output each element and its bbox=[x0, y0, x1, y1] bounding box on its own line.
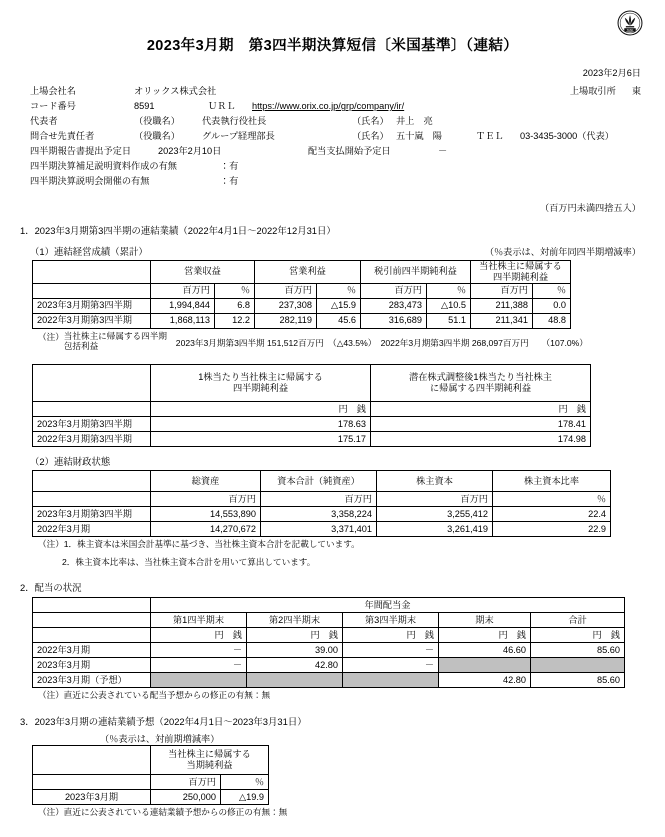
code-row bbox=[30, 98, 641, 113]
table-unit-row bbox=[33, 774, 269, 789]
row-label: 2023年3月期 bbox=[33, 789, 151, 804]
cell-pretax-pct: △10.5 bbox=[427, 298, 471, 313]
cell-q3 bbox=[343, 673, 439, 688]
cell-pretax: 283,473 bbox=[361, 298, 427, 313]
unit-q1: 円 銭 bbox=[151, 628, 247, 643]
table-row bbox=[33, 673, 625, 688]
cell-q3: － bbox=[343, 643, 439, 658]
contact-role-label: （役職名） bbox=[134, 131, 180, 141]
cell-forecast-net-income: 250,000 bbox=[151, 789, 221, 804]
unit-corner-cell bbox=[33, 774, 151, 789]
col-total-equity: 資本合計（純資産） bbox=[261, 471, 377, 492]
table-subheader-row bbox=[33, 613, 625, 628]
supplement-value: ：有 bbox=[220, 161, 239, 171]
cell-revenue: 1,994,844 bbox=[151, 298, 215, 313]
company-label: 上場会社名 bbox=[30, 86, 76, 96]
col-revenue: 営業収益 bbox=[151, 261, 255, 284]
url-label: ＵＲＬ bbox=[208, 101, 236, 111]
cell-revenue: 1,868,113 bbox=[151, 313, 215, 328]
contact-row bbox=[30, 128, 641, 143]
table-unit-row bbox=[33, 492, 611, 507]
unit-revenue-pct: ％ bbox=[215, 283, 255, 298]
col-total-assets: 総資産 bbox=[151, 471, 261, 492]
unit-diluted-eps: 円 銭 bbox=[371, 402, 591, 417]
exchange-value: 東 bbox=[631, 86, 641, 96]
supplement-row bbox=[30, 158, 641, 173]
section-3-heading: 3．2023年3月期の連結業績予想（2022年4月1日～2023年3月31日） bbox=[20, 715, 307, 727]
forecast-table bbox=[32, 745, 269, 805]
section-3 bbox=[0, 714, 665, 819]
eps-corner-cell bbox=[33, 365, 151, 402]
cell-total bbox=[531, 658, 625, 673]
cell-opincome-pct: 45.6 bbox=[317, 313, 361, 328]
col-operating-income: 営業利益 bbox=[255, 261, 361, 284]
position-corner-cell bbox=[33, 471, 151, 492]
cell-total: 85.60 bbox=[531, 673, 625, 688]
table-row bbox=[33, 658, 625, 673]
dividend-table bbox=[32, 597, 625, 688]
document-date: 2023年2月6日 bbox=[582, 68, 641, 78]
unit-corner-cell bbox=[33, 283, 151, 298]
col-total: 合計 bbox=[531, 613, 625, 628]
tasf-logo bbox=[617, 10, 643, 36]
note-label: 当社株主に帰属する四半期 包括利益 bbox=[63, 330, 167, 352]
table-row bbox=[33, 313, 571, 328]
filing-date-row bbox=[30, 143, 641, 158]
briefing-value: ：有 bbox=[220, 176, 239, 186]
row-label: 2022年3月期第3四半期 bbox=[33, 432, 151, 447]
cell-q1: － bbox=[151, 643, 247, 658]
cell-year-end: 42.80 bbox=[439, 673, 531, 688]
table-unit-row bbox=[33, 283, 571, 298]
col-forecast-net-income: 当社株主に帰属する 当期純利益 bbox=[151, 745, 269, 774]
financial-position-table bbox=[32, 470, 611, 537]
table-row bbox=[33, 298, 571, 313]
table-row bbox=[33, 417, 591, 432]
representative-role: 代表執行役社長 bbox=[202, 116, 267, 126]
section-1-sub1-note: （％表示は、対前年同四半期増減率） bbox=[484, 247, 641, 257]
cell-basic-eps: 175.17 bbox=[151, 432, 371, 447]
col-basic-eps: 1株当たり当社株主に帰属する 四半期純利益 bbox=[151, 365, 371, 402]
cell-opincome: 237,308 bbox=[255, 298, 317, 313]
cell-basic-eps: 178.63 bbox=[151, 417, 371, 432]
contact-name-label: （氏名） bbox=[352, 131, 389, 141]
exchange-label: 上場取引所 bbox=[569, 86, 616, 96]
row-label: 2023年3月期第3四半期 bbox=[33, 417, 151, 432]
results-corner-cell bbox=[33, 261, 151, 284]
table-unit-row bbox=[33, 402, 591, 417]
unit-q2: 円 銭 bbox=[247, 628, 343, 643]
table-row bbox=[33, 507, 611, 522]
col-q1-end: 第1四半期末 bbox=[151, 613, 247, 628]
cell-q1: － bbox=[151, 658, 247, 673]
unit-total-equity: 百万円 bbox=[261, 492, 377, 507]
representative-name: 井上 亮 bbox=[396, 116, 433, 126]
unit-shareholders-equity: 百万円 bbox=[377, 492, 493, 507]
section-1-heading: 1．2023年3月期第3四半期の連結業績（2022年4月1日～2022年12月31日） bbox=[20, 225, 336, 236]
table-unit-row bbox=[33, 628, 625, 643]
col-diluted-eps: 潜在株式調整後1株当たり当社株主 に帰属する四半期純利益 bbox=[371, 365, 591, 402]
note-text: 2023年3月期第3四半期 151,512百万円 （△43.5%） 2022年3月期第3四半期 268,097百万円 （107.0%） bbox=[175, 337, 588, 348]
table-header-row bbox=[33, 598, 625, 613]
unit-corner-cell bbox=[33, 402, 151, 417]
cell-opincome: 282,119 bbox=[255, 313, 317, 328]
comprehensive-income-note bbox=[38, 331, 641, 352]
row-label: 2022年3月期 bbox=[33, 522, 151, 537]
dividend-pay-value: － bbox=[438, 146, 448, 156]
row-label: 2022年3月期第3四半期 bbox=[33, 313, 151, 328]
exchange-info bbox=[570, 83, 641, 97]
unit-pretax-yen: 百万円 bbox=[361, 283, 427, 298]
col-q2-end: 第2四半期末 bbox=[247, 613, 343, 628]
dividend-pay-label: 配当支払開始予定日 bbox=[308, 146, 391, 156]
unit-q3: 円 銭 bbox=[343, 628, 439, 643]
cell-equity-ratio: 22.4 bbox=[493, 507, 611, 522]
table-row bbox=[33, 789, 269, 804]
table-row bbox=[33, 643, 625, 658]
unit-corner-cell bbox=[33, 492, 151, 507]
cell-q2: 39.00 bbox=[247, 643, 343, 658]
col-q3-end: 第3四半期末 bbox=[343, 613, 439, 628]
unit-corner-cell bbox=[33, 628, 151, 643]
cell-shareholders-equity: 3,261,419 bbox=[377, 522, 493, 537]
cell-diluted-eps: 174.98 bbox=[371, 432, 591, 447]
filing-label: 四半期報告書提出予定日 bbox=[30, 146, 132, 156]
note-tag: （注） bbox=[38, 331, 64, 342]
table-header-row bbox=[33, 745, 269, 774]
cell-q2: 42.80 bbox=[247, 658, 343, 673]
col-pretax-income: 税引前四半期純利益 bbox=[361, 261, 471, 284]
section-2 bbox=[0, 580, 665, 702]
cell-net-pct: 48.8 bbox=[533, 313, 571, 328]
unit-forecast-yen: 百万円 bbox=[151, 774, 221, 789]
table-row bbox=[33, 432, 591, 447]
dividend-note: （注）直近に公表されている配当予想からの修正の有無：無 bbox=[38, 690, 271, 701]
contact-name: 五十嵐 陽 bbox=[396, 131, 442, 141]
filing-value: 2023年2月10日 bbox=[158, 146, 222, 156]
cell-q1 bbox=[151, 673, 247, 688]
table-header-row bbox=[33, 365, 591, 402]
row-label: 2023年3月期第3四半期 bbox=[33, 507, 151, 522]
row-label: 2023年3月期第3四半期 bbox=[33, 298, 151, 313]
cell-total-assets: 14,270,672 bbox=[151, 522, 261, 537]
unit-total: 円 銭 bbox=[531, 628, 625, 643]
contact-label: 問合せ先責任者 bbox=[30, 131, 95, 141]
forecast-corner-cell bbox=[33, 745, 151, 774]
tel-label: ＴＥＬ bbox=[476, 131, 504, 141]
tel-value: 03-3435-3000（代表） bbox=[520, 131, 614, 141]
forecast-note: （注）直近に公表されている連結業績予想からの修正の有無：無 bbox=[38, 806, 288, 817]
header-info-block bbox=[0, 83, 665, 188]
cell-revenue-pct: 6.8 bbox=[215, 298, 255, 313]
unit-equity-ratio: ％ bbox=[493, 492, 611, 507]
code-value: 8591 bbox=[134, 101, 155, 111]
eps-table bbox=[32, 364, 591, 447]
cell-total-equity: 3,358,224 bbox=[261, 507, 377, 522]
code-label: コード番号 bbox=[30, 101, 76, 111]
cell-shareholders-equity: 3,255,412 bbox=[377, 507, 493, 522]
section-3-note-right: （％表示は、対前期増減率） bbox=[100, 733, 220, 744]
row-label: 2023年3月期 bbox=[33, 658, 151, 673]
position-note-2: 2．株主資本比率は、当社株主資本合計を用いて算出しています。 bbox=[62, 556, 316, 567]
unit-forecast-pct: ％ bbox=[221, 774, 269, 789]
representative-name-label: （氏名） bbox=[352, 116, 389, 126]
company-ir-url[interactable]: https://www.orix.co.jp/grp/company/ir/ bbox=[252, 101, 405, 111]
tasf-logo-text: TASF bbox=[626, 28, 634, 32]
unit-opincome-pct: ％ bbox=[317, 283, 361, 298]
row-label: 2023年3月期（予想） bbox=[33, 673, 151, 688]
unit-year-end: 円 銭 bbox=[439, 628, 531, 643]
col-net-income-attributable: 当社株主に帰属する 四半期純利益 bbox=[471, 261, 571, 284]
cell-diluted-eps: 178.41 bbox=[371, 417, 591, 432]
supplement-label: 四半期決算補足説明資料作成の有無 bbox=[30, 161, 177, 171]
cell-q2 bbox=[247, 673, 343, 688]
section-2-heading: 2．配当の状況 bbox=[20, 582, 82, 594]
col-equity-ratio: 株主資本比率 bbox=[493, 471, 611, 492]
unit-opincome-yen: 百万円 bbox=[255, 283, 317, 298]
cell-year-end: 46.60 bbox=[439, 643, 531, 658]
unit-pretax-pct: ％ bbox=[427, 283, 471, 298]
cell-total: 85.60 bbox=[531, 643, 625, 658]
cell-forecast-pct: △19.9 bbox=[221, 789, 269, 804]
cell-pretax: 316,689 bbox=[361, 313, 427, 328]
document-title: 2023年3月期 第3四半期決算短信〔米国基準〕（連結） bbox=[146, 38, 519, 54]
col-year-end: 期末 bbox=[439, 613, 531, 628]
col-shareholders-equity: 株主資本 bbox=[377, 471, 493, 492]
cell-q3: － bbox=[343, 658, 439, 673]
cell-opincome-pct: △15.9 bbox=[317, 298, 361, 313]
cell-net: 211,341 bbox=[471, 313, 533, 328]
cell-revenue-pct: 12.2 bbox=[215, 313, 255, 328]
cell-pretax-pct: 51.1 bbox=[427, 313, 471, 328]
section-1-sub1-heading: （1）連結経営成績（累計） bbox=[30, 246, 148, 257]
section-1-sub2-heading: （2）連結財政状態 bbox=[30, 456, 111, 468]
representative-row bbox=[30, 113, 641, 128]
rounding-note: （百万円未満四捨五入） bbox=[539, 203, 641, 213]
unit-net-pct: ％ bbox=[533, 283, 571, 298]
cell-equity-ratio: 22.9 bbox=[493, 522, 611, 537]
dividend-subcorner-cell bbox=[33, 613, 151, 628]
company-name-value: オリックス株式会社 bbox=[134, 86, 217, 96]
row-label: 2022年3月期 bbox=[33, 643, 151, 658]
section-1-sub1-headrow bbox=[20, 244, 641, 258]
cell-total-assets: 14,553,890 bbox=[151, 507, 261, 522]
company-name-row bbox=[30, 83, 641, 98]
table-row bbox=[33, 522, 611, 537]
unit-net-yen: 百万円 bbox=[471, 283, 533, 298]
section-1 bbox=[0, 223, 665, 568]
briefing-row bbox=[30, 173, 641, 188]
unit-basic-eps: 円 銭 bbox=[151, 402, 371, 417]
representative-label: 代表者 bbox=[30, 116, 58, 126]
position-note-1: （注）1．株主資本は米国会計基準に基づき、当社株主資本合計を記載しています。 bbox=[38, 539, 360, 550]
cell-total-equity: 3,371,401 bbox=[261, 522, 377, 537]
table-header-row bbox=[33, 261, 571, 284]
table-header-row bbox=[33, 471, 611, 492]
cell-net: 211,388 bbox=[471, 298, 533, 313]
cell-net-pct: 0.0 bbox=[533, 298, 571, 313]
dividend-corner-cell bbox=[33, 598, 151, 613]
contact-role: グループ経理部長 bbox=[202, 131, 275, 141]
consolidated-results-table bbox=[32, 260, 571, 329]
representative-role-label: （役職名） bbox=[134, 116, 180, 126]
unit-revenue-yen: 百万円 bbox=[151, 283, 215, 298]
briefing-label: 四半期決算説明会開催の有無 bbox=[30, 176, 150, 186]
dividend-group-header: 年間配当金 bbox=[151, 598, 625, 613]
cell-year-end bbox=[439, 658, 531, 673]
unit-total-assets: 百万円 bbox=[151, 492, 261, 507]
